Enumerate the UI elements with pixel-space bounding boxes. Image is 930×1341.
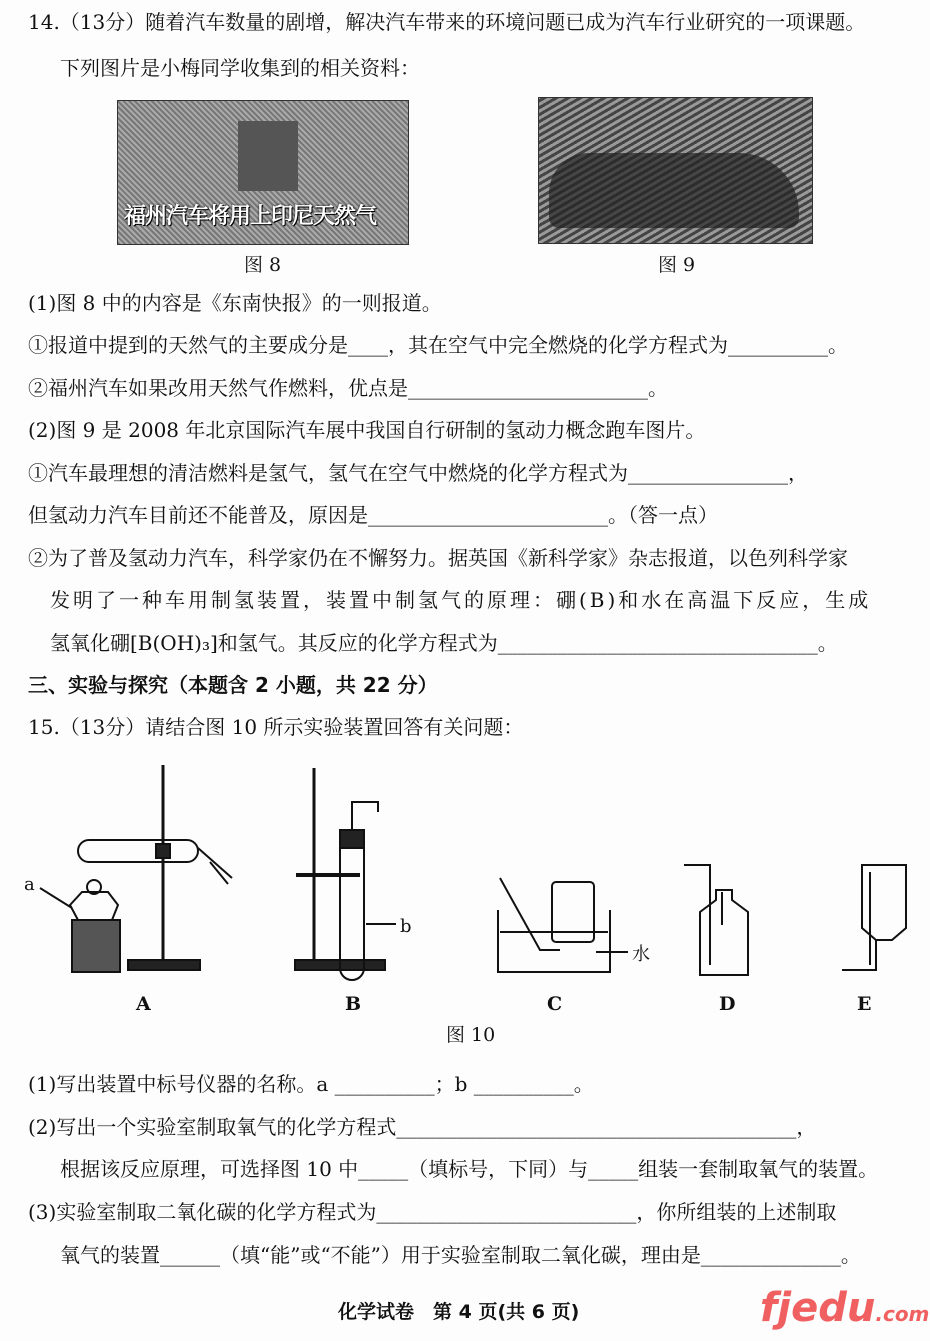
label-b: b (400, 916, 412, 937)
figure-8-news-photo (117, 100, 409, 245)
apparatus-b (295, 768, 412, 980)
page-footer: 化学试卷 第 4 页(共 6 页) (338, 1301, 580, 1323)
apparatus-c (498, 878, 650, 972)
section-3-heading: 三、实验与探究（本题含 2 小题，共 22 分） (28, 673, 438, 697)
q14-part2-2c: 氢氧化硼[B(OH)₃]和氢气。其反应的化学方程式为________________________________。 (50, 631, 838, 655)
q14-part2-2b: 发明了一种车用制氢装置，装置中制氢气的原理：硼(B)和水在高温下反应，生成 (50, 588, 872, 612)
fig8-headline: 福州汽车将用上印尼天然气 (124, 204, 377, 229)
q14-part1-2: ②福州汽车如果改用天然气作燃料，优点是________________________。 (28, 376, 668, 400)
q15-part2b: 根据该反应原理，可选择图 10 中_____（填标号，下同）与_____组装一套制取氧气的装置。 (60, 1157, 879, 1181)
label-C: C (547, 993, 563, 1015)
q14-stem: 14.（13分）随着汽车数量的剧增，解决汽车带来的环境问题已成为汽车行业研究的一项课题。 (28, 10, 866, 34)
q15-part2a: (2)写出一个实验室制取氧气的化学方程式________________________________________， (28, 1115, 817, 1139)
label-D: D (719, 993, 736, 1015)
q14-part1-1: ①报道中提到的天然气的主要成分是____，其在空气中完全燃烧的化学方程式为__________。 (28, 333, 848, 357)
q15-part1: (1)写出装置中标号仪器的名称。a __________；b __________。 (28, 1072, 594, 1096)
apparatus-d (684, 865, 748, 975)
fig8-caption: 图 8 (244, 254, 282, 276)
label-A: A (136, 993, 151, 1015)
label-B: B (345, 993, 362, 1015)
q15-part3b: 氧气的装置______（填“能”或“不能”）用于实验室制取二氧化碳，理由是______________。 (60, 1243, 861, 1267)
q15-stem: 15.（13分）请结合图 10 所示实验装置回答有关问题： (28, 715, 524, 739)
q14-part2-1a: ①汽车最理想的清洁燃料是氢气，氢气在空气中燃烧的化学方程式为________________， (28, 461, 808, 485)
q14-part2: (2)图 9 是 2008 年北京国际汽车展中我国自行研制的氢动力概念跑车图片。 (28, 418, 706, 442)
q14-part1: (1)图 8 中的内容是《东南快报》的一则报道。 (28, 291, 442, 315)
label-water: 水 (632, 944, 650, 965)
q14-intro: 下列图片是小梅同学收集到的相关资料： (60, 56, 420, 80)
apparatus-e (842, 865, 906, 970)
label-E: E (857, 993, 872, 1015)
q14-part2-2a: ②为了普及氢动力汽车，科学家仍在不懈努力。据英国《新科学家》杂志报道，以色列科学家 (28, 546, 848, 570)
q14-part2-1b: 但氢动力汽车目前还不能普及，原因是________________________。（答一点） (28, 503, 718, 527)
fig9-caption: 图 9 (658, 254, 696, 276)
figure-10-apparatus (0, 760, 930, 1020)
label-a: a (24, 874, 35, 895)
apparatus-a (24, 765, 232, 972)
q15-part3a: (3)实验室制取二氧化碳的化学方程式为__________________________，你所组装的上述制取 (28, 1200, 837, 1224)
figure-9-car-photo (538, 97, 813, 244)
fjedu-watermark-logo: fjedu.com (760, 1285, 930, 1331)
fig10-caption: 图 10 (446, 1024, 496, 1046)
